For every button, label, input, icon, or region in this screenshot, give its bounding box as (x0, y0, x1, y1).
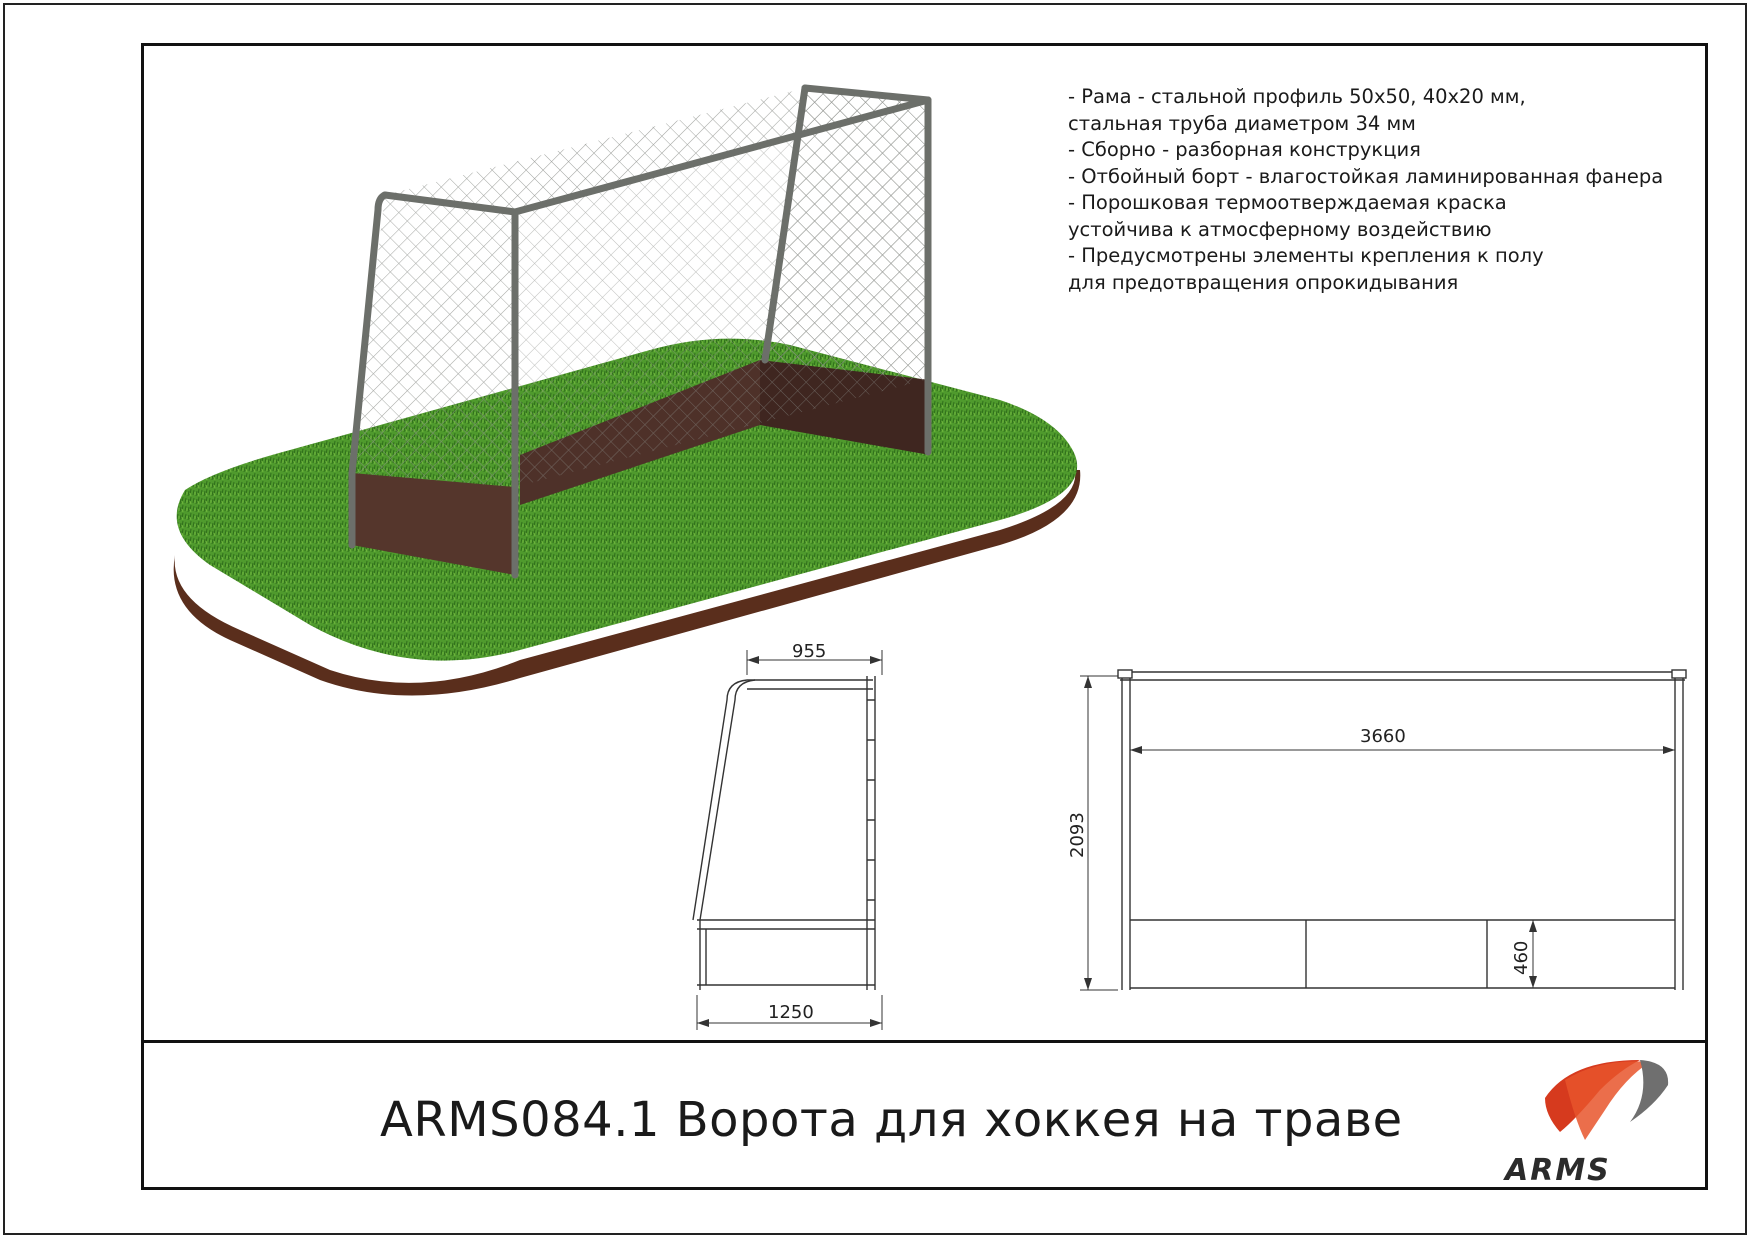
spec-line: - Рама - стальной профиль 50х50, 40х20 мм, (1068, 85, 1526, 108)
spec-line: - Сборно - разборная конструкция (1068, 138, 1421, 161)
product-title: ARMS084.1 Ворота для хоккея на траве (380, 1092, 1403, 1148)
spec-line: - Порошковая термоотверждаемая краска (1068, 191, 1507, 214)
arms-logo (1503, 1060, 1668, 1188)
spec-line: устойчива к атмосферному воздействию (1068, 217, 1492, 241)
goal-illustration (174, 88, 1081, 696)
dim-front-width: 3660 (1360, 726, 1406, 747)
logo-text: ARMS (1505, 1153, 1611, 1188)
dim-side-bottom-depth: 1250 (768, 1002, 814, 1023)
spec-line: - Предусмотрены элементы крепления к полу (1068, 244, 1544, 267)
side-view-drawing (693, 650, 882, 1030)
front-view-drawing (1080, 670, 1686, 990)
dim-front-height: 2093 (1067, 812, 1088, 858)
dim-side-top-depth: 955 (792, 641, 827, 662)
dim-board-height: 460 (1511, 940, 1532, 975)
logo-swoosh-orange (1565, 1061, 1650, 1140)
spec-line: для предотвращения опрокидывания (1068, 270, 1459, 294)
spec-list (1068, 84, 1708, 296)
spec-line: стальная труба диаметром 34 мм (1068, 111, 1416, 135)
spec-line: - Отбойный борт - влагостойкая ламинированная фанера (1068, 164, 1664, 188)
